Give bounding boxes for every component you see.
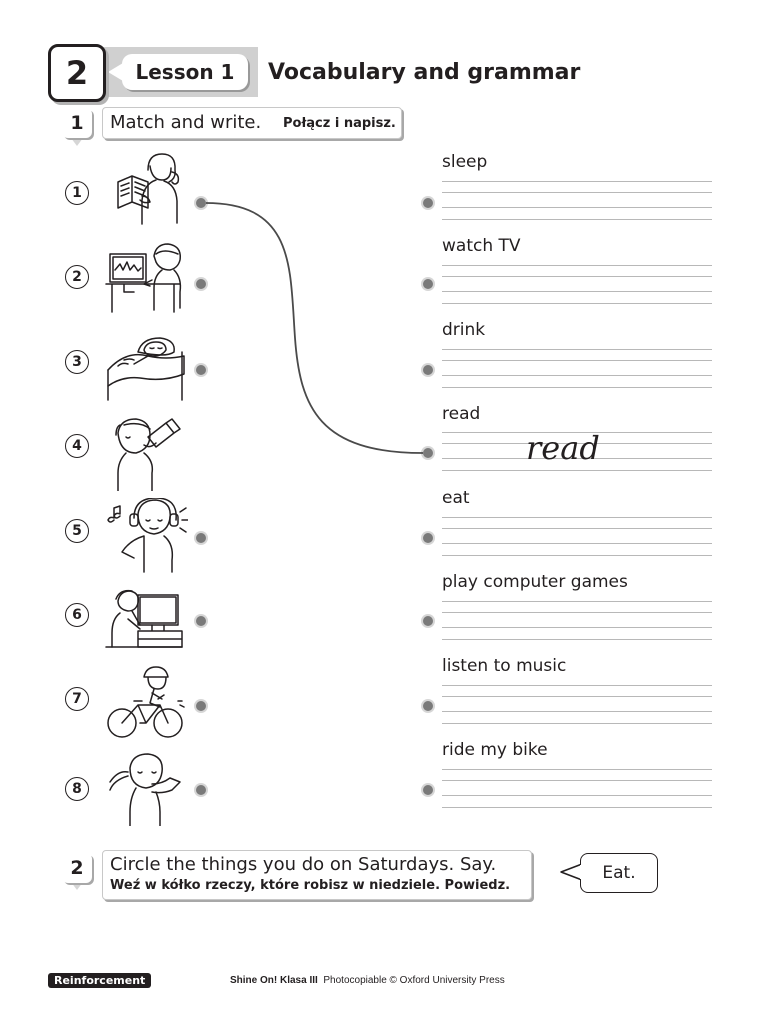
exercise-1-instruction-pl: Połącz i napisz. — [283, 116, 396, 131]
word-read: read — [442, 404, 481, 424]
writing-line[interactable] — [442, 470, 712, 471]
girl-eating-icon — [104, 750, 188, 826]
writing-line[interactable] — [442, 207, 712, 208]
girl-listening-to-music-icon — [104, 498, 188, 574]
item-number-2: 2 — [65, 265, 89, 289]
writing-line[interactable] — [442, 711, 712, 712]
girl-reading-book-icon — [104, 150, 188, 226]
writing-line[interactable] — [442, 291, 712, 292]
word-listen-to-music: listen to music — [442, 656, 567, 676]
writing-line[interactable] — [442, 685, 712, 686]
exercise-2-instruction-pl: Weź w kółko rzeczy, które robisz w niedziele. Powiedz. — [110, 878, 511, 893]
item-number-4: 4 — [65, 434, 89, 458]
reinforcement-badge: Reinforcement — [48, 973, 151, 988]
writing-line[interactable] — [442, 360, 712, 361]
writing-line[interactable] — [442, 780, 712, 781]
writing-line[interactable] — [442, 543, 712, 544]
item-number-7: 7 — [65, 687, 89, 711]
writing-line[interactable] — [442, 696, 712, 697]
boy-watching-tv-icon — [104, 240, 188, 316]
girl-playing-computer-games-icon — [104, 585, 188, 661]
boy-riding-bike-icon — [104, 665, 188, 741]
exercise-2-instruction: Circle the things you do on Saturdays. Say. — [110, 854, 497, 875]
exercise-1-instruction: Match and write. — [110, 112, 262, 133]
lesson-tag-arrow — [108, 63, 123, 81]
writing-line[interactable] — [442, 375, 712, 376]
word-sleep: sleep — [442, 152, 488, 172]
writing-line[interactable] — [442, 517, 712, 518]
example-match-line — [200, 198, 430, 460]
match-dot-picture-8[interactable] — [196, 785, 206, 795]
word-eat: eat — [442, 488, 470, 508]
exercise-number-tail — [71, 138, 83, 146]
writing-line[interactable] — [442, 349, 712, 350]
lesson-label: Lesson 1 — [135, 60, 235, 84]
writing-line[interactable] — [442, 555, 712, 556]
writing-line[interactable] — [442, 276, 712, 277]
exercise-2-number: 2 — [62, 853, 92, 883]
word-watch-tv: watch TV — [442, 236, 521, 256]
match-dot-word-listen-to-music[interactable] — [423, 701, 433, 711]
writing-line[interactable] — [442, 265, 712, 266]
exercise-1-instruction-box — [102, 107, 402, 139]
boy-sleeping-in-bed-icon — [104, 330, 188, 406]
writing-line[interactable] — [442, 723, 712, 724]
writing-line[interactable] — [442, 219, 712, 220]
item-number-1: 1 — [65, 181, 89, 205]
match-dot-word-eat[interactable] — [423, 533, 433, 543]
item-number-5: 5 — [65, 519, 89, 543]
writing-line[interactable] — [442, 807, 712, 808]
writing-line[interactable] — [442, 303, 712, 304]
writing-line[interactable] — [442, 601, 712, 602]
item-number-6: 6 — [65, 603, 89, 627]
match-dot-picture-6[interactable] — [196, 616, 206, 626]
footer-credit — [230, 974, 505, 988]
match-dot-word-ride-my-bike[interactable] — [423, 785, 433, 795]
match-dot-picture-7[interactable] — [196, 701, 206, 711]
footer-book-title: Shine On! Klasa III — [230, 975, 318, 986]
exercise-2-instruction-box — [102, 850, 532, 900]
writing-line[interactable] — [442, 795, 712, 796]
writing-line[interactable] — [442, 612, 712, 613]
exercise-1-number: 1 — [62, 108, 92, 138]
writing-line[interactable] — [442, 181, 712, 182]
word-ride-my-bike: ride my bike — [442, 740, 548, 760]
writing-line[interactable] — [442, 528, 712, 529]
item-number-8: 8 — [65, 777, 89, 801]
match-dot-picture-5[interactable] — [196, 533, 206, 543]
boy-drinking-icon — [104, 415, 188, 491]
word-drink: drink — [442, 320, 486, 340]
example-answer: read — [526, 429, 600, 467]
writing-line[interactable] — [442, 627, 712, 628]
speech-bubble: Eat. — [580, 853, 658, 893]
item-number-3: 3 — [65, 350, 89, 374]
exercise-number-tail — [71, 882, 83, 890]
speech-bubble-joint — [580, 865, 583, 879]
unit-number: 2 — [48, 44, 106, 102]
word-play-computer-games: play computer games — [442, 572, 628, 592]
footer-copyright: Photocopiable © Oxford University Press — [323, 975, 505, 986]
match-dot-word-play-computer-games[interactable] — [423, 616, 433, 626]
page-title: Vocabulary and grammar — [268, 60, 581, 85]
writing-line[interactable] — [442, 192, 712, 193]
writing-line[interactable] — [442, 639, 712, 640]
writing-line[interactable] — [442, 387, 712, 388]
writing-line[interactable] — [442, 769, 712, 770]
